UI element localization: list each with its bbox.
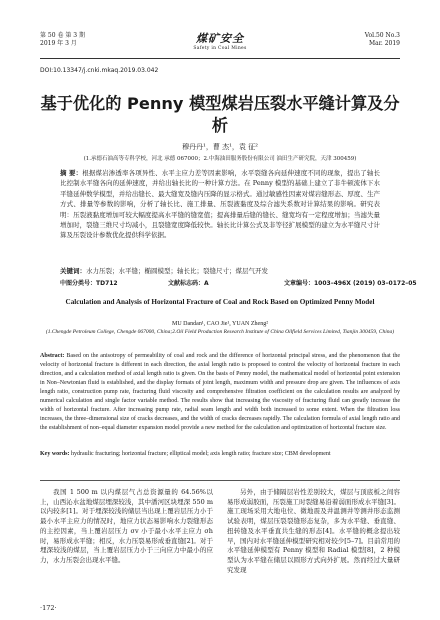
page-number: ·172· [40,604,57,612]
volume-en: Vol.50 No.3 [364,32,400,39]
abstract-en-label: Abstract: [40,353,65,359]
abstract-en-text: Based on the anisotropy of permeability of coal and rock and the difference of horizontal principal stress, and the phenomenon that the velocity of horizontal fracture is different in each direction, the axial length ratio is proposed to control the velocity of horizontal fracture in each direction, and a calculation method of axial length ratio is given. On the basis of Penny model, the mathematical model of horizontal point extension in Non–Newtonian fluid is established, and the display formats of joint length, maximum width and pressure drop are given. The influences of axis length ratio, construction pump rate, fracturing fluid viscosity and comprehensive filtration coefficient on the calculation results are analyzed by numerical calculation and single factor variable method. The results show that increasing the viscosity of fracturing fluid can greatly increase the width of horizontal fracture. After increasing pump rate, radial seam length and width both increased to some extent. When the filtration loss increases, the three–dimensional size of cracks decreases, and the width of cracks decreases rapidly. The calculation formula of axial length ratio and the establishment of non–equal diameter expansion model provide a new method for the calculation and optimization of horizontal fracture size. [40,353,401,431]
body-column-left [40,488,213,600]
abstract-cn-text: 根据煤岩渗透率各项异性、水平主应力差等因素影响，水平裂缝各向延伸速度不同的现象，提出了轴长比控制水平缝各向的延伸速度，并给出轴长比的一种计算方法。在 Penny 模型的基础上建立了非牛顿流体下水平缝延伸数学模型，并给出缝长、最大缝宽及缝内压降的显示格式。通过敏感性因素对煤岩缝形态、厚度、生产方式、排量等参数的影响，分析了轴长比、施工排量、压裂液黏度及综合滤失系数对计算结果的影响。研究表明：压裂液黏度增加可较大幅度提高水平缝的缝宽值；提高排量后缝的缝长、缝宽均有一定程度增加；当滤失量增加时，裂缝三维尺寸均减小，且裂缝宽度降低较快。轴长比计算公式及非等径扩展模型的建立为水平缝尺寸计算及压裂设计参数优化提供科学依据。 [60,169,381,240]
keywords-en-label: Key words: [40,451,70,457]
date-en: Mar. 2019 [368,40,400,47]
abstract-cn [60,168,380,241]
keywords-cn-text: 水力压裂；水平缝；椭圆模型；轴长比；裂缝尺寸；煤层气开发 [86,267,268,275]
header-divider [40,58,400,59]
document-code: 文献标志码：A [168,280,209,287]
article-number: 文章编号：1003–496X (2019) 03–0172–05 [284,280,417,287]
volume-cn: 第 50 卷 第 3 期 [40,32,85,39]
paper-title: 基于优化的 Penny 模型煤岩压裂水平缝计算及分析 [40,94,400,135]
keywords-en-text: hydraulic fracturing; horizontal fracture; elliptical model; axis length ratio; fracture size; CBM development [71,451,331,457]
authors-cn: 穆丹丹¹，曹 杰¹，袁 征² [182,143,258,151]
authors-en: MU Dandan¹, CAO Jie¹, YUAN Zheng² [172,321,268,327]
affiliation-cn: (1.承德石油高等专科学校，河北 承德 067000；2.中海油田服务股份有限公司 油田生产研究院，天津 300459) [83,156,357,162]
body-column-right [227,488,400,600]
journal-masthead [40,30,400,51]
body-text [40,488,400,600]
abstract-cn-label: 摘 要： [60,169,83,177]
header-right [365,32,400,48]
abstract-en [40,352,400,433]
clc-number: 中图分类号：TD712 [60,280,118,287]
paragraph: 我国 1 500 m 以内煤层气占总资源量的 64.56%以上，山西沁水盆地煤层埋深较浅，其中潘河区块埋深 550 m 以内较多[1]。对于埋深较浅的储层当出现上覆岩层压力小于最小水平主应力的情况时，地应力状态易影响水力裂缝形态的主控因素，当上覆岩层压力 σv 小于最小水平主应力 σh 时，易形成水平缝；相反，水力压裂易形成垂直缝[2]。对于埋深较浅的煤层，当上覆岩层压力小于三向应力中最小的应力，水力压裂会出现水平缝。 [40,488,213,564]
journal-subtitle: Safety in Coal Mines [193,46,247,51]
running-header [40,32,400,56]
paper-title-en: Calculation and Analysis of Horizontal Fracture of Coal and Rock Based on Optimized Penny Model [65,298,375,306]
doi: DOI:10.13347/j.cnki.mkaq.2019.03.042 [40,67,159,74]
affiliation-en: (1.Chengde Petroleum College, Chengde 067000, China;2.Oil Field Production Research Institute of China Oilfield Services Limited, Tianjin 300459, China) [45,329,395,335]
section-divider [40,480,400,481]
keywords-en [40,450,400,458]
keywords-cn-label: 关键词： [60,267,86,275]
journal-logo: 煤矿安全 [196,32,244,45]
keywords-cn [60,266,380,275]
date-cn: 2019 年 3 月 [40,40,77,47]
paragraph: 另外，由于储隔层岩性差别较大，煤层与顶底板之间容易形成弱胶面，压裂施工时裂缝易沿着弱面形成水平缝[3]。施工现场采用大地电位、微地震及井温测井等测井形态监测试验表明，煤层压裂裂缝形态复杂，多为水平缝、垂直缝、扭转缝及水平垂直共生缝的形态[4]。水平缝的概念提出较早，国内对水平缝延伸模型研究相对较少[5–7]。目前常用的水平缝延伸模型有 Penny 模型和 Radial 模型[8]，2 种模型认为水平缝在储层以圆形方式向外扩展。然而经过大量研究发现 [227,488,400,574]
